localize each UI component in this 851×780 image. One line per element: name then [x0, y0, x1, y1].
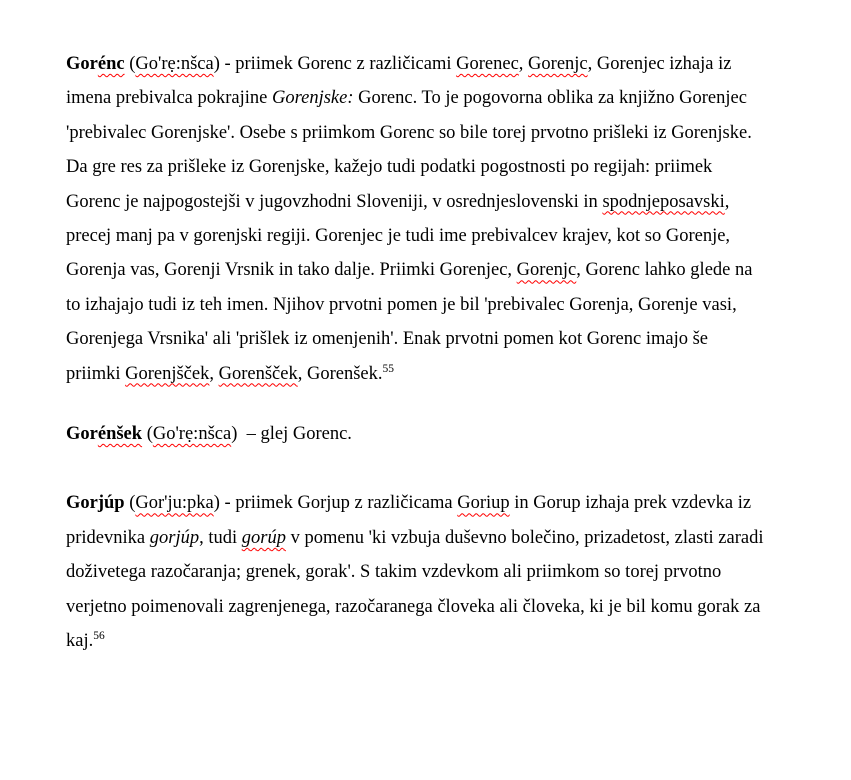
- text-segment: doživetega razočaranja; grenek, gorak'. S takim vzdevkom ali priimkom so torej prvotno: [66, 562, 722, 583]
- text-segment: Gorenjega Vrsnika' ali 'prišlek iz omenjenih'. Enak prvotni pomen kot Gorenc imajo še: [66, 329, 709, 350]
- text-line: [66, 185, 801, 219]
- text-segment: in Gorup izhaja prek vzdevka iz: [509, 493, 752, 514]
- misspelled-word: Gorenšček: [218, 363, 298, 384]
- misspelled-word: Gorenec: [456, 54, 519, 74]
- entry-gorensek: [66, 417, 801, 451]
- text-line: [66, 486, 801, 520]
- text-segment: Gorenjske:: [271, 88, 354, 109]
- misspelled-word: Gorenjc: [528, 54, 588, 74]
- text-line: [66, 219, 801, 253]
- text-segment: kaj.: [66, 631, 94, 652]
- headword-misspelled: énšek: [97, 424, 143, 445]
- text-segment: v pomenu 'ki vzbuja duševno bolečino, prizadetost, zlasti zaradi: [285, 527, 764, 548]
- misspelled-word: spodnjeposavski: [602, 191, 725, 212]
- text-line: [66, 150, 801, 184]
- text-segment: Da gre res za prišleke iz Gorenjske, kažejo tudi podatki pogostnosti po regijah: priimek: [66, 157, 713, 178]
- headword-misspelled: énc: [97, 54, 125, 74]
- text-segment: Gorenc je najpogostejši v jugovzhodni Sloveniji, v osrednjeslovenski in: [66, 191, 603, 212]
- entry-gorenc: [66, 47, 801, 391]
- misspelled-word: Gor'ju:pka: [135, 493, 214, 514]
- text-segment: , Gorenšek.: [297, 363, 383, 384]
- entry-gorjup: [66, 486, 801, 658]
- text-segment: priimki: [66, 363, 126, 384]
- misspelled-word: Gorenjc: [516, 260, 577, 281]
- text-segment: (: [124, 493, 136, 514]
- text-segment: , Gorenc lahko glede na: [576, 260, 753, 281]
- text-segment: ) – glej Gorenc.: [231, 424, 352, 445]
- text-line: [66, 555, 801, 589]
- headword: Gor: [66, 54, 98, 74]
- text-line: [66, 417, 801, 451]
- text-line: [66, 521, 801, 555]
- text-segment: , tudi: [199, 527, 242, 548]
- text-segment: 'prebivalec Gorenjske'. Osebe s priimkom Gorenc so bile torej prvotno prišleki iz Gorenjske.: [66, 122, 752, 143]
- text-line: [66, 357, 801, 391]
- text-segment: ,: [724, 191, 730, 212]
- text-segment: ) - priimek Gorenc z različicami: [213, 54, 457, 74]
- text-segment: precej manj pa v gorenjski regiji. Gorenjec je tudi ime prebivalcev krajev, kot so Gorenje,: [66, 226, 731, 247]
- text-segment: Gorenc. To je pogovorna oblika za knjižno Gorenjec: [353, 88, 747, 109]
- text-segment: , Gorenjec izhaja iz: [587, 54, 732, 74]
- text-segment: ) - priimek Gorjup z različicama: [213, 493, 458, 514]
- text-line: [66, 81, 801, 115]
- footnote-reference: 55: [382, 362, 394, 375]
- text-segment: (: [124, 54, 136, 74]
- text-segment: gorjúp: [149, 527, 200, 548]
- text-segment: Gorenja vas, Gorenji Vrsnik in tako dalje. Priimki Gorenjec,: [66, 260, 517, 281]
- text-line: [66, 590, 801, 624]
- dictionary-entries: [66, 47, 801, 659]
- text-line: [66, 47, 801, 81]
- text-line: [66, 288, 801, 322]
- text-line: [66, 322, 801, 356]
- text-line: [66, 624, 801, 658]
- misspelled-word: gorúp: [241, 527, 286, 548]
- text-segment: imena prebivalca pokrajine: [66, 88, 272, 109]
- text-segment: ,: [518, 54, 529, 74]
- text-segment: (: [142, 424, 153, 445]
- headword: Gor: [66, 424, 98, 445]
- text-segment: ,: [209, 363, 219, 384]
- headword: Gorjúp: [66, 493, 125, 514]
- footnote-reference: 56: [93, 629, 105, 642]
- misspelled-word: Go'rẹ:nšca: [135, 54, 214, 74]
- text-segment: verjetno poimenovali zagrenjenega, razočaranega človeka ali človeka, ki je bil komu gorak za: [66, 596, 761, 617]
- text-line: [66, 253, 801, 287]
- text-line: [66, 116, 801, 150]
- misspelled-word: Gorenjšček: [125, 363, 210, 384]
- text-segment: to izhajajo tudi iz teh imen. Njihov prvotni pomen je bil 'prebivalec Gorenja, Gorenje vasi,: [66, 294, 737, 315]
- misspelled-word: Goriup: [457, 493, 510, 514]
- misspelled-word: Go'rẹ:nšca: [152, 424, 232, 445]
- text-segment: pridevnika: [66, 527, 150, 548]
